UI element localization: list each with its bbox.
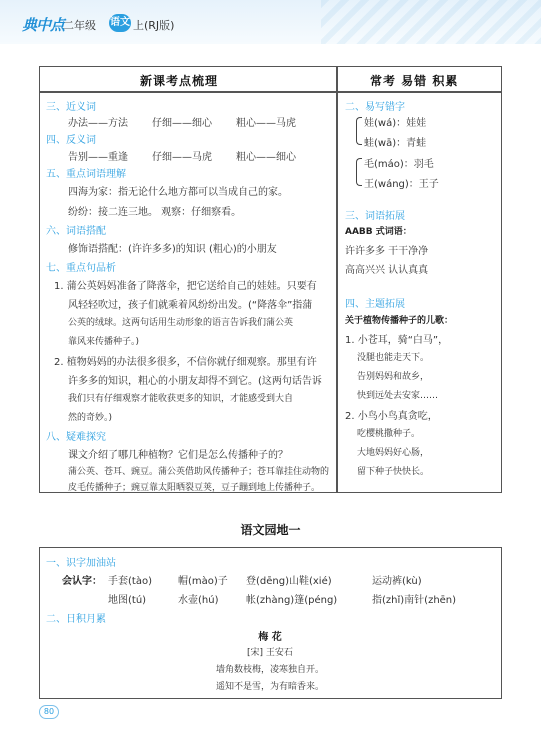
review-table <box>39 66 502 493</box>
theme-title: 关于植物传播种子的儿歌： <box>345 316 454 326</box>
poem-line: 遥知不是雪，为有暗香来。 <box>215 682 324 692</box>
brace <box>356 158 362 186</box>
hanzi-item: 登(dēng)山鞋(xié) <box>246 576 332 587</box>
antonym-item: 告别——重逢 <box>68 152 128 163</box>
section-collocation: 六、词语搭配 <box>46 226 106 237</box>
hanzi-item: 帽(mào)子 <box>178 576 228 587</box>
sentence-line: 2. 植物妈妈的办法很多很多，不信你就仔细观察。那里有许 <box>54 357 317 368</box>
brand-logo: 典中点 <box>22 16 65 34</box>
left-column-title: 新课考点梳理 <box>140 74 219 88</box>
sentence-line: 1. 蒲公英妈妈准备了降落伞，把它送给自己的娃娃。只要有 <box>54 281 317 292</box>
sentence-line: 然的奇妙。) <box>68 413 113 423</box>
synonym-item: 仔细——细心 <box>152 118 212 129</box>
answer-line: 蒲公英、苍耳、豌豆。蒲公英借助风传播种子；苍耳靠挂住动物的 <box>68 467 330 477</box>
rhyme-line: 吃樱桃撒种子。 <box>357 429 421 439</box>
rhyme-line: 2. 小鸟小鸟真贪吃， <box>345 411 438 422</box>
hanzi-item: 水壶(hú) <box>178 595 219 606</box>
hanzi-label: 会认字： <box>62 576 102 587</box>
garden-box <box>39 547 502 699</box>
question-line: 课文介绍了哪几种植物？它们是怎么传播种子的？ <box>68 450 288 461</box>
extension-line: 高高兴兴 认认真真 <box>345 265 429 276</box>
sentence-line: 靠风来传播种子。) <box>68 337 140 347</box>
extension-type: AABB 式词语： <box>345 227 412 237</box>
rhyme-line: 大地妈妈好心肠， <box>357 448 430 458</box>
section-sentences: 七、重点句品析 <box>46 263 116 274</box>
section-vocab: 五、重点词语理解 <box>46 169 126 180</box>
section-extension: 三、词语拓展 <box>345 211 405 222</box>
section-typos: 二、易写错字 <box>345 102 405 113</box>
synonym-item: 粗心——马虎 <box>236 118 296 129</box>
section-literacy: 一、识字加油站 <box>46 558 116 569</box>
sentence-line: 我们只有仔细观察才能收获更多的知识，才能感受到大自 <box>68 394 294 404</box>
collocation-line: 修饰语搭配：(许许多多)的知识 (粗心)的小朋友 <box>68 244 277 255</box>
vocab-line: 四海为家：指无论什么地方都可以当成自己的家。 <box>68 187 288 198</box>
rhyme-line: 快到远处去安家…… <box>357 391 439 401</box>
garden-title: 语文园地一 <box>240 523 301 537</box>
page-header <box>0 0 541 44</box>
section-antonyms: 四、反义词 <box>46 135 96 146</box>
typo-item: 王(wáng)：王子 <box>364 179 439 190</box>
hanzi-item: 指(zhǐ)南针(zhēn) <box>372 595 457 606</box>
volume-label: 上(RJ版) <box>133 19 175 32</box>
hanzi-item: 手套(tào) <box>108 576 152 587</box>
section-daily: 二、日积月累 <box>46 614 106 625</box>
rhyme-line: 留下种子快快长。 <box>357 467 430 477</box>
poem-title: 梅 花 <box>258 632 282 643</box>
subject-badge: 语文 <box>109 14 131 32</box>
section-synonyms: 三、近义词 <box>46 102 96 113</box>
rhyme-line: 没腿也能走天下。 <box>357 353 430 363</box>
sentence-line: 许多多的知识，粗心的小朋友却得不到它。(这两句话告诉 <box>68 376 322 387</box>
antonym-item: 仔细——马虎 <box>152 152 212 163</box>
sentence-line: 公英的绒球。这两句话用生动形象的语言告诉我们蒲公英 <box>68 318 294 328</box>
section-questions: 八、疑难探究 <box>46 432 106 443</box>
typo-item: 毛(máo)：羽毛 <box>364 159 434 170</box>
header-decoration <box>321 0 541 44</box>
poem-line: 墙角数枝梅，凌寒独自开。 <box>215 665 324 675</box>
extension-line: 许许多多 干干净净 <box>345 246 429 257</box>
typo-item: 蛙(wā)：青蛙 <box>364 138 427 149</box>
rhyme-line: 告别妈妈和故乡， <box>357 372 430 382</box>
hanzi-item: 运动裤(kù) <box>372 576 422 587</box>
right-column-title: 常考 易错 积累 <box>370 74 459 88</box>
sentence-line: 风轻轻吹过，孩子们就乘着风纷纷出发。(“降落伞”指蒲 <box>68 300 313 311</box>
section-theme: 四、主题拓展 <box>345 299 405 310</box>
answer-line: 皮毛传播种子；豌豆靠太阳晒裂豆荚，豆子蹦到地上传播种子。 <box>68 483 321 493</box>
vocab-line: 纷纷：接二连三地。 观察：仔细察看。 <box>68 207 242 218</box>
grade-label: 二年级 <box>63 19 96 32</box>
typo-item: 娃(wá)：娃娃 <box>364 118 427 129</box>
brace <box>356 117 362 145</box>
hanzi-item: 帐(zhàng)篷(péng) <box>246 595 338 606</box>
page-number: 80 <box>39 705 59 719</box>
synonym-item: 办法——方法 <box>68 118 128 129</box>
rhyme-line: 1. 小苍耳，骑“白马”， <box>345 335 449 346</box>
hanzi-item: 地图(tú) <box>108 595 147 606</box>
antonym-item: 粗心——细心 <box>236 152 296 163</box>
poem-author: [宋] 王安石 <box>247 648 293 658</box>
